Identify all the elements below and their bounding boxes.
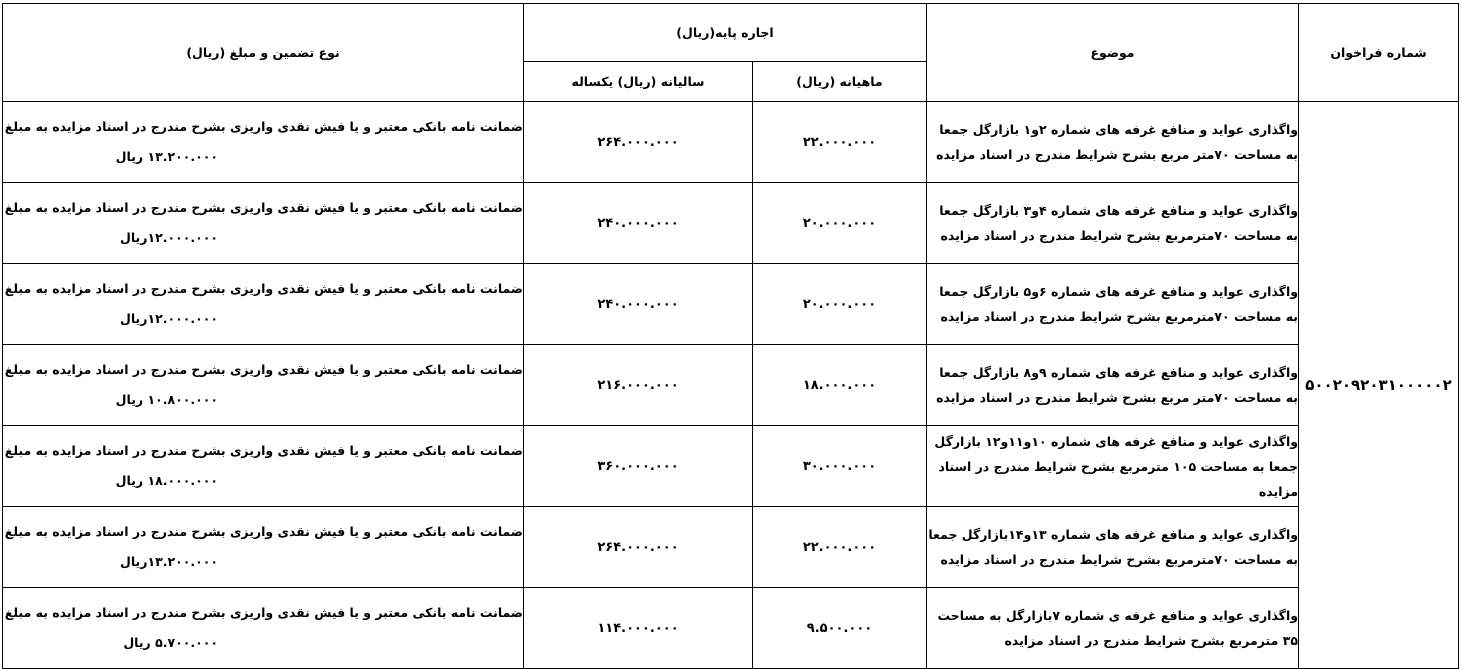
guarantee-cell bbox=[3, 264, 524, 345]
header-yearly: سالیانه (ریال) یکساله bbox=[524, 62, 753, 102]
header-row-top bbox=[3, 4, 1459, 62]
header-monthly: ماهیانه (ریال) bbox=[753, 62, 927, 102]
guarantee-cell bbox=[3, 507, 524, 588]
table-row bbox=[3, 102, 1459, 183]
yearly-rent-cell: ۲۱۶.۰۰۰.۰۰۰ bbox=[524, 345, 753, 426]
guarantee-amount: ۵.۷۰۰.۰۰۰ ریال bbox=[123, 635, 218, 650]
subject-cell: واگذاری عواید و منافع غرفه های شماره ۲و۱ بازارگل جمعا به مساحت ۷۰متر مربع بشرح شرایط مندرج در اسناد مزایده bbox=[927, 102, 1299, 183]
table-row bbox=[3, 345, 1459, 426]
guarantee-text: ضمانت نامه بانکی معتبر و یا فیش نقدی واریزی بشرح مندرج در اسناد مزایده به مبلغ bbox=[4, 200, 523, 215]
guarantee-amount: ۱۰.۸۰۰.۰۰۰ ریال bbox=[115, 392, 218, 407]
yearly-rent-cell: ۱۱۴.۰۰۰.۰۰۰ bbox=[524, 588, 753, 669]
table-row bbox=[3, 426, 1459, 507]
call-number-cell: ۵۰۰۲۰۹۲۰۳۱۰۰۰۰۰۲ bbox=[1299, 102, 1459, 669]
guarantee-cell bbox=[3, 588, 524, 669]
guarantee-cell bbox=[3, 183, 524, 264]
table-row bbox=[3, 183, 1459, 264]
guarantee-cell bbox=[3, 426, 524, 507]
monthly-rent-cell: ۲۰.۰۰۰.۰۰۰ bbox=[753, 183, 927, 264]
yearly-rent-cell: ۲۶۴.۰۰۰.۰۰۰ bbox=[524, 102, 753, 183]
yearly-rent-cell: ۳۶۰.۰۰۰.۰۰۰ bbox=[524, 426, 753, 507]
guarantee-cell bbox=[3, 102, 524, 183]
monthly-rent-cell: ۲۲.۰۰۰.۰۰۰ bbox=[753, 507, 927, 588]
table-row bbox=[3, 507, 1459, 588]
guarantee-text: ضمانت نامه بانکی معتبر و یا فیش نقدی واریزی بشرح مندرج در اسناد مزایده به مبلغ bbox=[4, 605, 523, 620]
monthly-rent-cell: ۲۰.۰۰۰.۰۰۰ bbox=[753, 264, 927, 345]
subject-cell: واگذاری عواید و منافع غرفه های شماره ۴و۳ بازارگل جمعا به مساحت ۷۰مترمربع بشرح شرایط مندرج در اسناد مزایده bbox=[927, 183, 1299, 264]
guarantee-amount: ۱۳.۲۰۰.۰۰۰ ریال bbox=[115, 149, 218, 164]
guarantee-text: ضمانت نامه بانکی معتبر و یا فیش نقدی واریزی بشرح مندرج در اسناد مزایده به مبلغ bbox=[4, 443, 523, 458]
header-guarantee: نوع تضمین و مبلغ (ریال) bbox=[3, 4, 524, 102]
table-row bbox=[3, 264, 1459, 345]
subject-cell: واگذاری عواید و منافع غرفه ی شماره ۷بازارگل به مساحت ۳۵ مترمربع بشرح شرایط مندرج در اسناد مزایده bbox=[927, 588, 1299, 669]
subject-cell: واگذاری عواید و منافع غرفه های شماره ۹و۸ بازارگل جمعا به مساحت ۷۰متر مربع بشرح شرایط مندرج در اسناد مزایده bbox=[927, 345, 1299, 426]
subject-cell: واگذاری عواید و منافع غرفه های شماره ۱۰و۱۱و۱۲ بازارگل جمعا به مساحت ۱۰۵ مترمربع بشرح شرایط مندرج در اسناد مزایده bbox=[927, 426, 1299, 507]
subject-cell: واگذاری عواید و منافع غرفه های شماره ۱۳و۱۴بازارگل جمعا به مساحت ۷۰مترمربع بشرح شرایط مندرج در اسناد مزایده bbox=[927, 507, 1299, 588]
auction-table bbox=[2, 3, 1459, 669]
guarantee-text: ضمانت نامه بانکی معتبر و یا فیش نقدی واریزی بشرح مندرج در اسناد مزایده به مبلغ bbox=[4, 524, 523, 539]
guarantee-amount: ۱۳.۲۰۰.۰۰۰ریال bbox=[120, 554, 218, 569]
subject-cell: واگذاری عواید و منافع غرفه های شماره ۶و۵ بازارگل جمعا به مساحت ۷۰مترمربع بشرح شرایط مندرج در اسناد مزایده bbox=[927, 264, 1299, 345]
yearly-rent-cell: ۲۴۰.۰۰۰.۰۰۰ bbox=[524, 183, 753, 264]
table-row bbox=[3, 588, 1459, 669]
header-base-rent: اجاره پایه(ریال) bbox=[524, 4, 927, 62]
header-call-number: شماره فراخوان bbox=[1299, 4, 1459, 102]
monthly-rent-cell: ۱۸.۰۰۰.۰۰۰ bbox=[753, 345, 927, 426]
yearly-rent-cell: ۲۶۴.۰۰۰.۰۰۰ bbox=[524, 507, 753, 588]
yearly-rent-cell: ۲۴۰.۰۰۰.۰۰۰ bbox=[524, 264, 753, 345]
header-subject: موضوع bbox=[927, 4, 1299, 102]
guarantee-cell bbox=[3, 345, 524, 426]
guarantee-amount: ۱۲.۰۰۰.۰۰۰ریال bbox=[120, 230, 218, 245]
guarantee-text: ضمانت نامه بانکی معتبر و یا فیش نقدی واریزی بشرح مندرج در اسناد مزایده به مبلغ bbox=[4, 281, 523, 296]
monthly-rent-cell: ۳۰.۰۰۰.۰۰۰ bbox=[753, 426, 927, 507]
guarantee-text: ضمانت نامه بانکی معتبر و یا فیش نقدی واریزی بشرح مندرج در اسناد مزایده به مبلغ bbox=[4, 119, 523, 134]
monthly-rent-cell: ۹.۵۰۰.۰۰۰ bbox=[753, 588, 927, 669]
monthly-rent-cell: ۲۲.۰۰۰.۰۰۰ bbox=[753, 102, 927, 183]
guarantee-text: ضمانت نامه بانکی معتبر و یا فیش نقدی واریزی بشرح مندرج در اسناد مزایده به مبلغ bbox=[4, 362, 523, 377]
guarantee-amount: ۱۲.۰۰۰.۰۰۰ریال bbox=[120, 311, 218, 326]
guarantee-amount: ۱۸.۰۰۰.۰۰۰ ریال bbox=[115, 473, 218, 488]
